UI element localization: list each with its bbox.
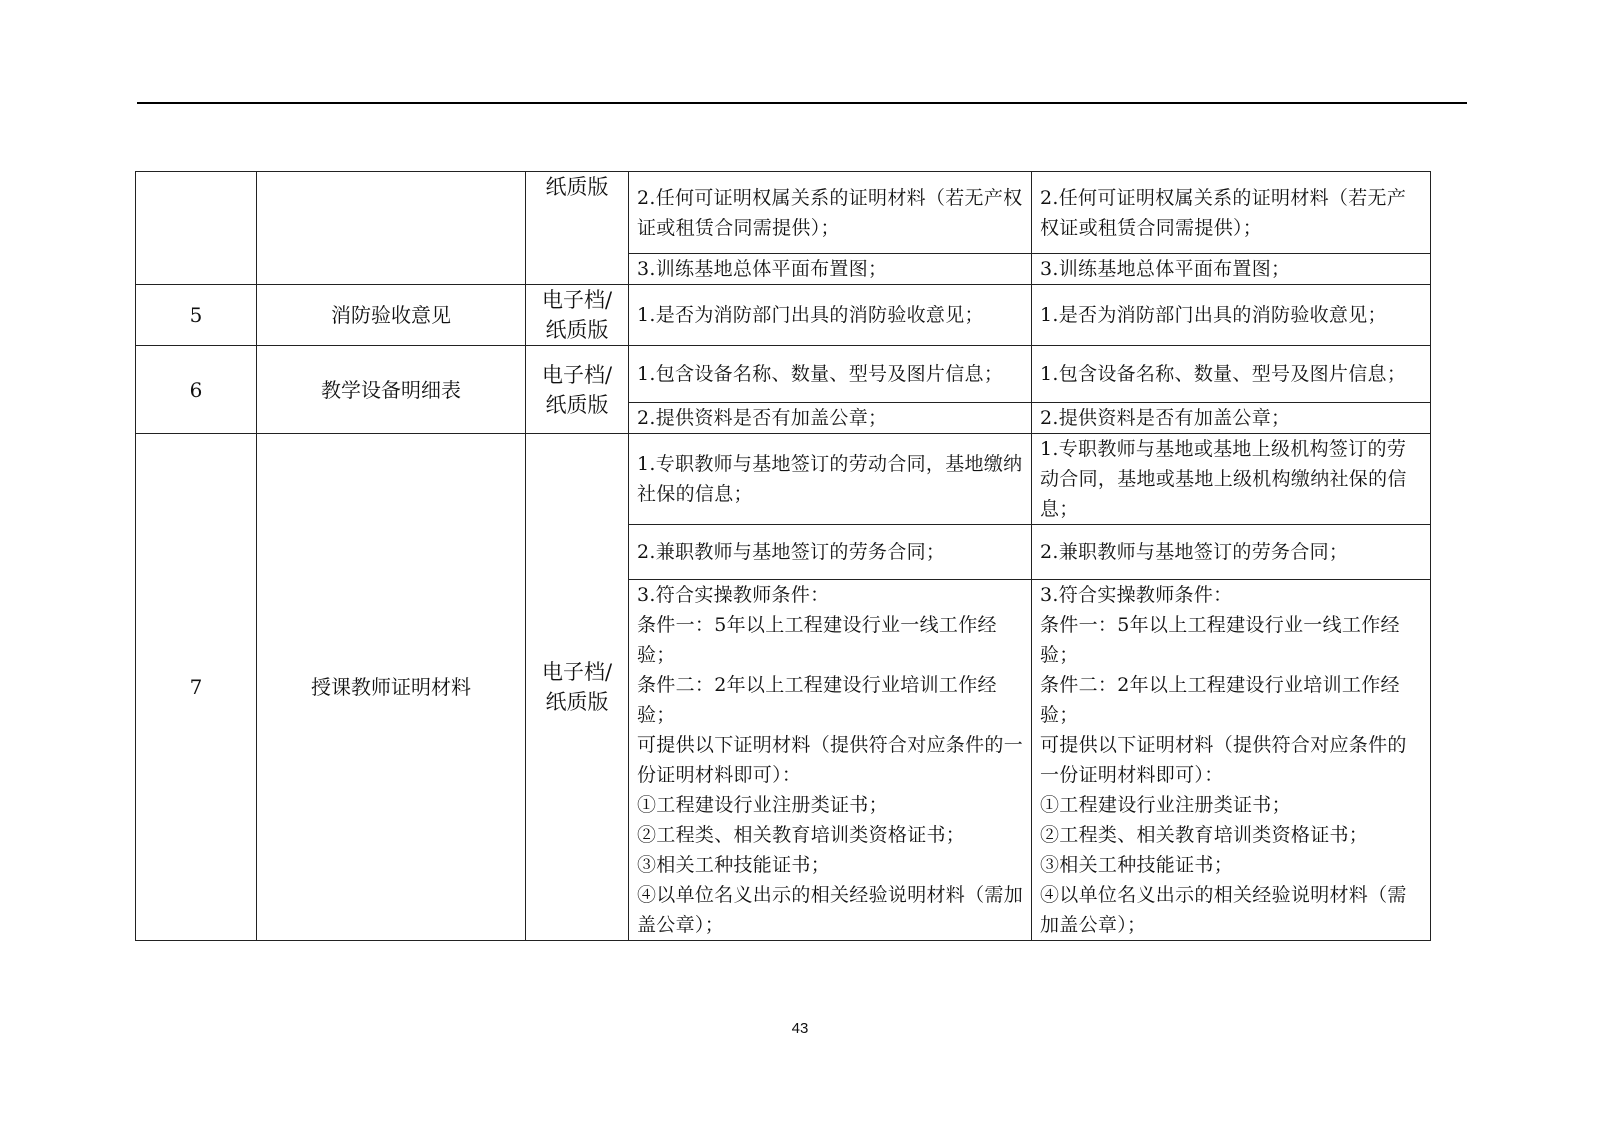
requirement-left: 2.提供资料是否有加盖公章； [629,403,1032,434]
requirement-right: 2.提供资料是否有加盖公章； [1032,403,1431,434]
requirement-right: 2.任何可证明权属关系的证明材料（若无产权证或租赁合同需提供）； [1032,172,1431,254]
row-item-name [257,172,526,285]
requirement-right: 1.是否为消防部门出具的消防验收意见； [1032,285,1431,346]
requirement-right: 1.专职教师与基地或基地上级机构签订的劳动合同，基地或基地上级机构缴纳社保的信息； [1032,434,1431,525]
requirement-right: 1.包含设备名称、数量、型号及图片信息； [1032,346,1431,403]
row-format: 电子档/纸质版 [526,434,629,941]
requirement-right: 2.兼职教师与基地签订的劳务合同； [1032,525,1431,580]
table-row [136,172,1431,254]
row-item-name: 消防验收意见 [257,285,526,346]
requirement-right: 3.训练基地总体平面布置图； [1032,254,1431,285]
row-number: 6 [136,346,257,434]
table-row [136,346,1431,403]
row-format: 电子档/纸质版 [526,285,629,346]
requirement-left: 1.包含设备名称、数量、型号及图片信息； [629,346,1032,403]
table-row [136,434,1431,525]
row-number: 5 [136,285,257,346]
requirement-left: 3.训练基地总体平面布置图； [629,254,1032,285]
requirement-left: 1.是否为消防部门出具的消防验收意见； [629,285,1032,346]
row-format: 电子档/纸质版 [526,346,629,434]
row-number [136,172,257,285]
requirement-left: 2.任何可证明权属关系的证明材料（若无产权证或租赁合同需提供）； [629,172,1032,254]
table-row [136,285,1431,346]
header-rule [137,102,1467,104]
row-number: 7 [136,434,257,941]
requirement-left: 1.专职教师与基地签订的劳动合同，基地缴纳社保的信息； [629,434,1032,525]
requirements-table [135,171,1431,941]
row-item-name: 授课教师证明材料 [257,434,526,941]
requirement-left: 2.兼职教师与基地签订的劳务合同； [629,525,1032,580]
requirement-left: 3.符合实操教师条件： 条件一：5年以上工程建设行业一线工作经验； 条件二：2年以上工程建设行业培训工作经验； 可提供以下证明材料（提供符合对应条件的一份证明材料即可）： ①工程建设行业注册类证书； ②工程类、相关教育培训类资格证书； ③相关工种技能证书； ④以单位名义出示的相关经验说明材料（需加盖公章）； [629,580,1032,941]
row-format: 纸质版 [526,172,629,285]
requirement-right: 3.符合实操教师条件： 条件一：5年以上工程建设行业一线工作经验； 条件二：2年以上工程建设行业培训工作经验； 可提供以下证明材料（提供符合对应条件的一份证明材料即可）： ①工程建设行业注册类证书； ②工程类、相关教育培训类资格证书； ③相关工种技能证书； ④以单位名义出示的相关经验说明材料（需加盖公章）； [1032,580,1431,941]
row-item-name: 教学设备明细表 [257,346,526,434]
page-number: 43 [791,1020,809,1037]
